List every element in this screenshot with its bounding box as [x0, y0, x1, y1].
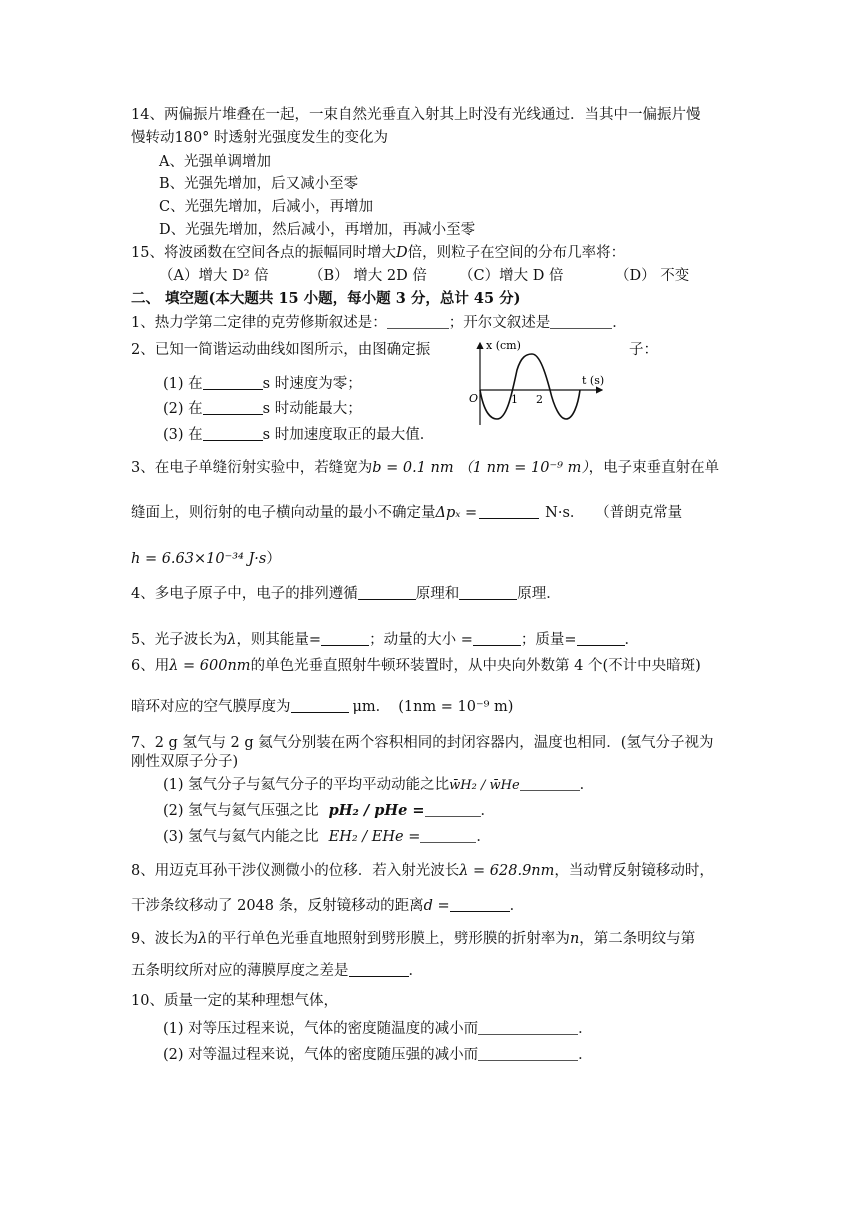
f7-sub3-ratio: EH₂ / EHe = [328, 829, 421, 845]
f3-line1-a: 3、在电子单缝衍射实验中，若缝宽为 [131, 460, 373, 476]
oscillation-graph [460, 335, 620, 427]
f2-sub1-a: (1) 在 [163, 376, 203, 392]
q15-option-c: （C）增大 D 倍 [459, 268, 564, 284]
f4-b: 原理和 [415, 586, 460, 602]
f9-line2-end: ． [408, 963, 423, 979]
f2-blank-1[interactable] [203, 374, 263, 390]
q15-option-a: （A）增大 D² 倍 [159, 268, 269, 284]
f8-wavelength: λ = 628.9nm [459, 863, 555, 879]
f7-sub3 [163, 827, 491, 847]
q14-stem-line2: 慢转动180° 时透射光强度发生的变化为 [131, 130, 389, 146]
f5-blank-2[interactable] [473, 630, 521, 646]
f9-n: n [569, 931, 580, 947]
f2-stem-end: 子： [629, 342, 658, 358]
f8-line1 [131, 861, 714, 881]
f6-line1-a: 6、用 [131, 658, 170, 674]
f9-line1-c: ，第二条明纹与第 [579, 931, 696, 947]
f1-blank-1[interactable] [387, 314, 449, 329]
f7-sub2-ratio: pH₂ / pHe = [328, 802, 425, 819]
f2-blank-3[interactable] [203, 425, 263, 441]
f7-sub3-a: (3) 氢气与氦气内能之比 [163, 829, 319, 845]
f6-nm-note: (1nm = 10⁻⁹ m) [398, 699, 514, 715]
f5-c: ；动量的大小 = [369, 632, 473, 648]
f10-sub1-text: (1) 对等压过程来说，气体的密度随温度的减小而 [163, 1021, 479, 1037]
f1-text-b: ；开尔文叙述是 [448, 315, 551, 331]
f5-blank-3[interactable] [577, 630, 625, 646]
f7-sub1-ratio: w̄H₂ / w̄He [449, 778, 520, 793]
f2-stem: 2、已知一简谐运动曲线如图所示，由图确定振 [131, 342, 431, 358]
f5-lambda: λ [227, 632, 237, 648]
q14-option-c: C、光强先增加，后减小，再增加 [159, 199, 374, 215]
f7-sub2-a: (2) 氢气与氦气压强之比 [163, 803, 319, 819]
f2-sub3-b: s 时加速度取正的最大值． [262, 427, 435, 443]
f5-a: 5、光子波长为 [131, 632, 228, 648]
f1-text-a: 1、热力学第二定律的克劳修斯叙述是： [131, 315, 387, 331]
f3-line2-a: 缝面上，则衍射的电子横向动量的最小不确定量 [131, 505, 436, 521]
f10-sub2-end: ． [578, 1047, 593, 1063]
f4-a: 4、多电子原子中，电子的排列遵循 [131, 586, 358, 602]
f8-line1-a: 8、用迈克耳孙干涉仪测微小的位移．若入射光波长 [131, 863, 460, 879]
f9-blank[interactable] [349, 961, 409, 977]
f3-line1 [131, 458, 719, 478]
f10-sub2-text: (2) 对等温过程来说，气体的密度随压强的减小而 [163, 1047, 479, 1063]
f9-lambda: λ [198, 931, 208, 947]
f8-line2-a: 干涉条纹移动了 2048 条，反射镜移动的距离 [131, 898, 424, 914]
f3-line1-b: ，电子束垂直射在单 [588, 460, 720, 476]
f2-sub2 [163, 399, 362, 419]
graph-tick-1: 1 [511, 393, 518, 406]
q15-option-b: （B） 增大 2D 倍 [309, 268, 427, 284]
graph-tick-2: 2 [536, 393, 543, 406]
f3-line2-b: （普朗克常量 [602, 505, 683, 521]
f10-stem: 10、质量一定的某种理想气体， [131, 993, 338, 1009]
graph-origin: O [469, 392, 479, 405]
f3-line3 [131, 549, 281, 569]
f7-line2: 刚性双原子分子) [131, 754, 239, 770]
f9-line1 [131, 929, 695, 949]
f2-sub2-a: (2) 在 [163, 401, 203, 417]
f3-line3-end: ） [266, 551, 281, 567]
q15-stem-a: 15、将波函数在空间各点的振幅同时增大 [131, 245, 396, 261]
f1-blank-2[interactable] [550, 314, 612, 329]
f2-sub1-b: s 时速度为零； [262, 376, 362, 392]
section-heading: 二、 填空题(本大题共 15 小题，每小题 3 分，总计 45 分) [131, 290, 521, 307]
f7-blank-2[interactable] [425, 802, 481, 817]
q15-var-d: D [395, 245, 408, 261]
fill-question-4 [131, 584, 561, 604]
f5-d: ；质量= [520, 632, 577, 648]
f2-sub3-a: (3) 在 [163, 427, 203, 443]
f5-blank-1[interactable] [321, 630, 369, 646]
q14-option-a: A、光强单调增加 [159, 154, 271, 170]
q14-option-b: B、光强先增加，后又减小至零 [159, 176, 359, 192]
f8-distance-d: d = [423, 898, 450, 914]
f2-sub3 [163, 425, 434, 445]
f6-unit: μm． [352, 699, 391, 715]
q15-stem-b: 倍，则粒子在空间的分布几率将： [407, 245, 626, 261]
q15-stem [131, 243, 625, 263]
f7-sub3-end: ． [476, 829, 491, 845]
f7-sub2-end: ． [480, 803, 495, 819]
f9-line2 [131, 961, 423, 981]
f7-sub2 [163, 801, 495, 821]
graph-sine-curve [480, 354, 580, 419]
f10-sub1 [163, 1019, 593, 1039]
f7-sub1 [163, 775, 594, 796]
f4-blank-2[interactable] [459, 584, 517, 600]
f7-sub1-end: ． [579, 777, 595, 793]
q14-option-d: D、光强先增加，然后减小，再增加，再减小至零 [159, 222, 476, 238]
f9-line1-a: 9、波长为 [131, 931, 199, 947]
f6-line2-a: 暗环对应的空气膜厚度为 [131, 699, 291, 715]
f10-sub2 [163, 1045, 593, 1065]
f5-b: ，则其能量= [236, 632, 322, 648]
fill-question-5 [131, 630, 639, 650]
graph-x-label: t (s) [582, 374, 605, 387]
f2-blank-2[interactable] [203, 399, 263, 415]
f2-sub1 [163, 374, 362, 394]
fill-question-1 [131, 313, 627, 333]
f6-wavelength: λ = 600nm [169, 658, 251, 674]
f8-line1-b: ，当动臂反射镜移动时， [554, 863, 714, 879]
f2-sub2-b: s 时动能最大； [262, 401, 362, 417]
f7-blank-1[interactable] [520, 776, 580, 791]
f9-line2-a: 五条明纹所对应的薄膜厚度之差是 [131, 963, 349, 979]
f7-sub1-a: (1) 氢气分子与氦气分子的平均平动动能之比 [163, 777, 450, 793]
f9-line1-b: 的平行单色光垂直地照射到劈形膜上，劈形膜的折射率为 [207, 931, 570, 947]
f7-line1: 7、2 g 氢气与 2 g 氦气分别装在两个容积相同的封闭容器内，温度也相同．(氢气分子视为 [131, 735, 714, 751]
f1-text-c: ． [612, 315, 627, 331]
f7-blank-3[interactable] [420, 828, 476, 843]
f6-line1-b: 的单色光垂直照射牛顿环装置时，从中央向外数第 4 个(不计中央暗斑) [250, 658, 701, 674]
f6-blank[interactable] [291, 697, 349, 713]
f3-planck: h = 6.63×10⁻³⁴ J·s [131, 551, 267, 567]
q14-stem-line1: 14、两偏振片堆叠在一起，一束自然光垂直入射其上时没有光线通过．当其中一偏振片慢 [131, 107, 701, 123]
f4-blank-1[interactable] [358, 584, 416, 600]
f5-e: ． [624, 632, 640, 648]
f3-line2 [131, 503, 682, 523]
f10-sub1-end: ． [578, 1021, 593, 1037]
f10-blank-1[interactable] [478, 1020, 578, 1035]
f6-line1 [131, 656, 701, 676]
f8-line2-end: ． [509, 898, 525, 914]
f3-unit: N·s． [545, 505, 585, 521]
f3-delta-p: Δpₓ = [435, 505, 478, 521]
f8-line2 [131, 896, 524, 916]
f6-line2 [131, 697, 513, 717]
f3-slit-width: b = 0.1 nm （1 nm = 10⁻⁹ m） [372, 460, 589, 476]
q15-option-d: （D） 不变 [615, 268, 690, 284]
f8-blank[interactable] [450, 896, 510, 912]
f10-blank-2[interactable] [478, 1046, 578, 1061]
f4-c: 原理． [517, 586, 561, 602]
graph-y-label: x (cm) [486, 339, 521, 352]
f3-blank[interactable] [479, 503, 539, 519]
